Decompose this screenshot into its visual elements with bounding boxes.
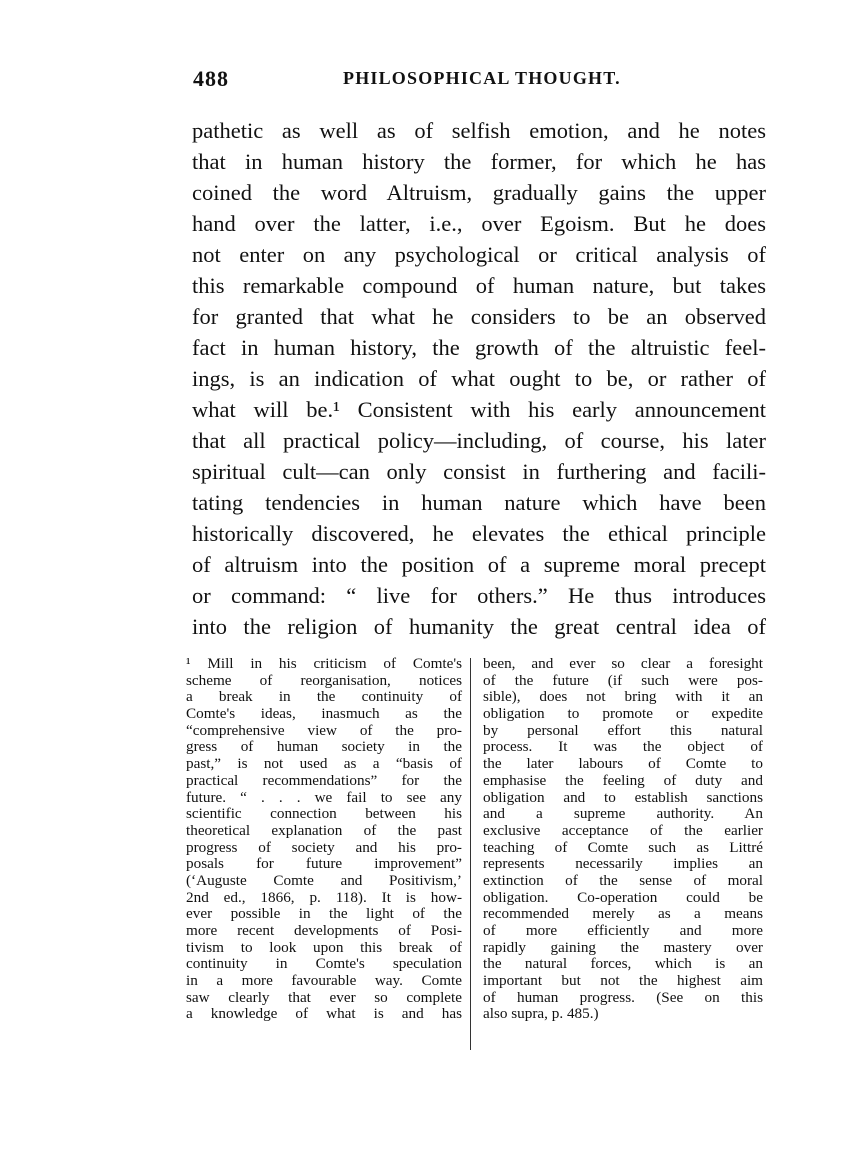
body-line: tating tendencies in human nature which have been (192, 490, 766, 515)
footnote-line: also supra, p. 485.) (483, 1005, 599, 1023)
footnote-line: process. It was the object of (483, 738, 763, 756)
footnote-line: scheme of reorganisation, notices (186, 671, 462, 689)
body-line: of altruism into the position of a supreme moral precept (192, 552, 766, 577)
body-line: that all practical policy—including, of course, his later (192, 428, 766, 453)
footnote-line: tivism to look upon this break of (186, 938, 462, 956)
body-line: historically discovered, he elevates the ethical principle (192, 521, 766, 546)
body-line: for granted that what he considers to be an observed (192, 304, 766, 329)
footnote-line: in a more favourable way. Comte (186, 972, 462, 990)
footnote-column-divider (470, 658, 471, 1050)
body-line: pathetic as well as of selfish emotion, and he notes (192, 118, 766, 143)
footnote-line: sible), does not bring with it an (483, 688, 763, 706)
body-line: this remarkable compound of human nature, but takes (192, 273, 766, 298)
footnote-line: “comprehensive view of the pro- (186, 721, 462, 739)
page-number: 488 (193, 66, 229, 91)
running-title: PHILOSOPHICAL THOUGHT. (343, 68, 621, 88)
footnote-line: 2nd ed., 1866, p. 118). It is how- (186, 888, 462, 906)
footnote-line: posals for future improvement” (186, 855, 462, 873)
footnote-line: extinction of the sense of moral (483, 871, 763, 889)
footnote-line: saw clearly that ever so complete (186, 988, 462, 1006)
footnote-line: and a supreme authority. An (483, 805, 763, 823)
body-line: that in human history the former, for which he has (192, 149, 766, 174)
footnote-line: theoretical explanation of the past (186, 821, 462, 839)
footnote-line: (‘Auguste Comte and Positivism,’ (186, 871, 462, 889)
body-line: not enter on any psychological or critical analysis of (192, 242, 766, 267)
footnote-line: recommended merely as a means (483, 905, 763, 923)
footnote-line: obligation. Co-operation could be (483, 888, 763, 906)
footnote-line: ¹ Mill in his criticism of Comte's (186, 655, 462, 672)
footnote-line: exclusive acceptance of the earlier (483, 821, 763, 839)
footnote-line: the later labours of Comte to (483, 755, 763, 773)
footnote-line: past,” is not used as a “basis of (186, 755, 462, 773)
footnote-line: the natural forces, which is an (483, 955, 763, 973)
body-line: ings, is an indication of what ought to be, or rather of (192, 366, 766, 391)
page-header (193, 66, 765, 94)
main-text (192, 115, 766, 642)
footnote-line: of the future (if such were pos- (483, 671, 763, 689)
footnote-column-left (186, 656, 462, 1023)
footnote-line: future. “ . . . we fail to see any (186, 788, 462, 806)
footnote-line: ever possible in the light of the (186, 905, 462, 923)
footnote-line: been, and ever so clear a foresight (483, 655, 763, 672)
footnote-line: practical recommendations” for the (186, 771, 462, 789)
body-line: fact in human history, the growth of the altruistic feel- (192, 335, 766, 360)
body-line: what will be.¹ Consistent with his early announcement (192, 397, 766, 422)
footnote-line: more recent developments of Posi- (186, 922, 462, 939)
footnote-line: gress of human society in the (186, 738, 462, 756)
body-line: coined the word Altruism, gradually gains the upper (192, 180, 766, 205)
body-line: spiritual cult—can only consist in furthering and facili- (192, 459, 766, 484)
footnote-line: rapidly gaining the mastery over (483, 938, 763, 956)
footnote-line: of more efficiently and more (483, 922, 763, 939)
footnote-line: a knowledge of what is and has (186, 1005, 462, 1023)
body-line: into the religion of humanity the great central idea of (192, 614, 766, 639)
footnote-line: by personal effort this natural (483, 721, 763, 739)
body-line: hand over the latter, i.e., over Egoism. But he does (192, 211, 766, 236)
footnote-line: Comte's ideas, inasmuch as the (186, 705, 462, 723)
body-line: or command: “ live for others.” He thus introduces (192, 583, 766, 608)
footnote-line: represents necessarily implies an (483, 855, 763, 873)
footnote-line: obligation to promote or expedite (483, 705, 763, 723)
footnote-line: scientific connection between his (186, 805, 462, 823)
footnote-line: of human progress. (See on this (483, 988, 763, 1006)
footnote-line: obligation and to establish sanctions (483, 788, 763, 806)
footnote-line: a break in the continuity of (186, 688, 462, 706)
footnote-line: progress of society and his pro- (186, 838, 462, 856)
footnote-line: teaching of Comte such as Littré (483, 838, 763, 856)
footnote-column-right (483, 656, 763, 1023)
footnote-line: continuity in Comte's speculation (186, 955, 462, 973)
footnote-line: important but not the highest aim (483, 972, 763, 990)
footnote-line: emphasise the feeling of duty and (483, 771, 763, 789)
